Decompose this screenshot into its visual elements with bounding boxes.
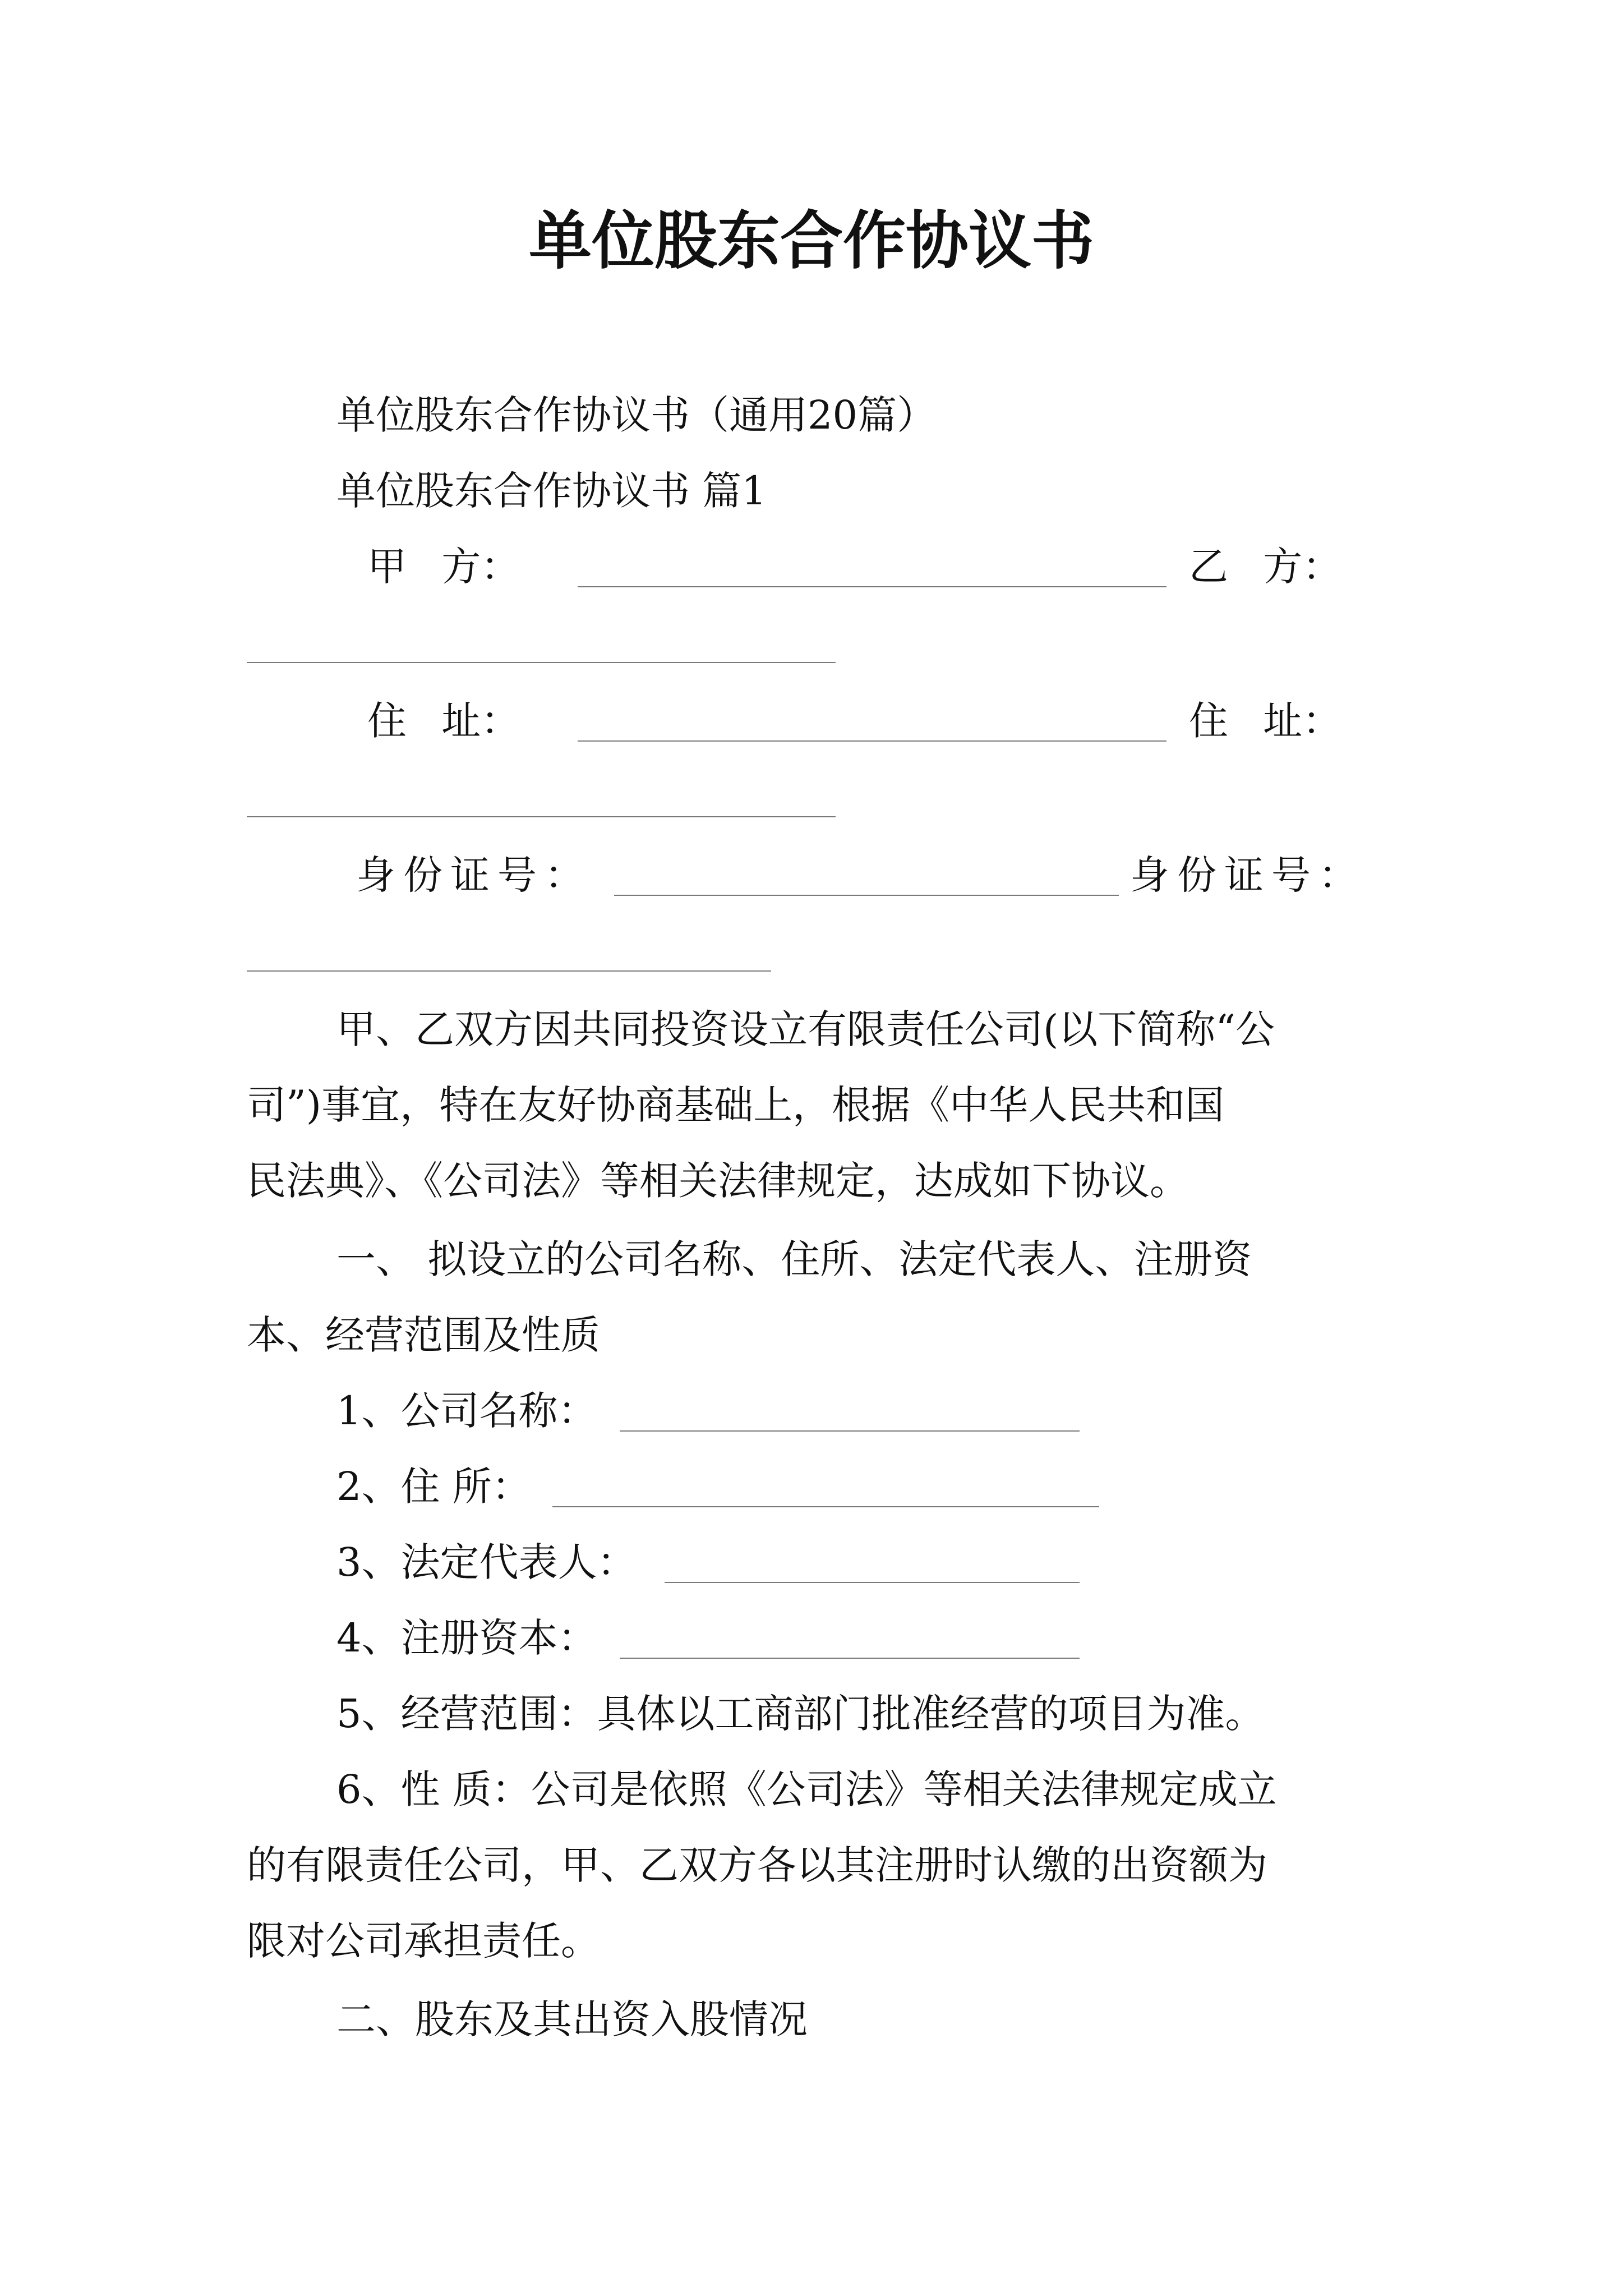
item-nature-line-2: 的有限责任公司，甲、乙双方各以其注册时认缴的出资额为 — [247, 1842, 1267, 1888]
section1-line-2: 本、经营范围及性质 — [247, 1312, 600, 1358]
address-a-label: 住 址： — [367, 698, 520, 744]
party-b-blank — [247, 662, 836, 663]
id-b-label: 身份证号： — [1130, 852, 1366, 898]
party-a-label: 甲 方： — [367, 544, 520, 590]
intro-line-3: 民法典》、《公司法》等相关法律规定，达成如下协议。 — [247, 1158, 1189, 1204]
address-b-blank — [247, 816, 836, 817]
domicile-blank — [552, 1506, 1099, 1507]
address-a-blank — [578, 740, 1166, 742]
item-legal-representative: 3、法定代表人： — [336, 1539, 637, 1585]
company-name-blank — [620, 1430, 1080, 1432]
item-company-name: 1、公司名称： — [336, 1388, 597, 1434]
address-b-label: 住 址： — [1189, 698, 1342, 744]
intro-line-1: 甲、乙双方因共同投资设立有限责任公司(以下简称“公 — [336, 1006, 1275, 1052]
section1-line-1: 一、 拟设立的公司名称、住所、法定代表人、注册资 — [336, 1236, 1252, 1282]
registered-capital-blank — [620, 1658, 1080, 1659]
intro-line-2: 司”)事宜，特在友好协商基础上，根据《中华人民共和国 — [247, 1082, 1225, 1128]
id-b-blank — [247, 970, 771, 972]
party-a-blank — [578, 586, 1166, 587]
section2-heading: 二、股东及其出资入股情况 — [336, 1996, 808, 2042]
document-subtitle: 单位股东合作协议书（通用20篇） — [336, 392, 937, 438]
item-business-scope: 5、经营范围：具体以工商部门批准经营的项目为准。 — [336, 1691, 1265, 1737]
item-nature-line-3: 限对公司承担责任。 — [247, 1918, 600, 1964]
chapter-heading: 单位股东合作协议书 篇1 — [336, 468, 767, 514]
item-nature-line-1: 6、性 质：公司是依照《公司法》等相关法律规定成立 — [336, 1766, 1277, 1812]
id-a-blank — [614, 895, 1119, 896]
item-registered-capital: 4、注册资本： — [336, 1615, 597, 1661]
party-b-label: 乙 方： — [1189, 544, 1342, 590]
legal-representative-blank — [665, 1582, 1080, 1583]
document-title: 单位股东合作协议书 — [529, 204, 1094, 278]
id-a-label: 身份证号： — [356, 852, 592, 898]
item-domicile: 2、住 所： — [336, 1464, 531, 1510]
